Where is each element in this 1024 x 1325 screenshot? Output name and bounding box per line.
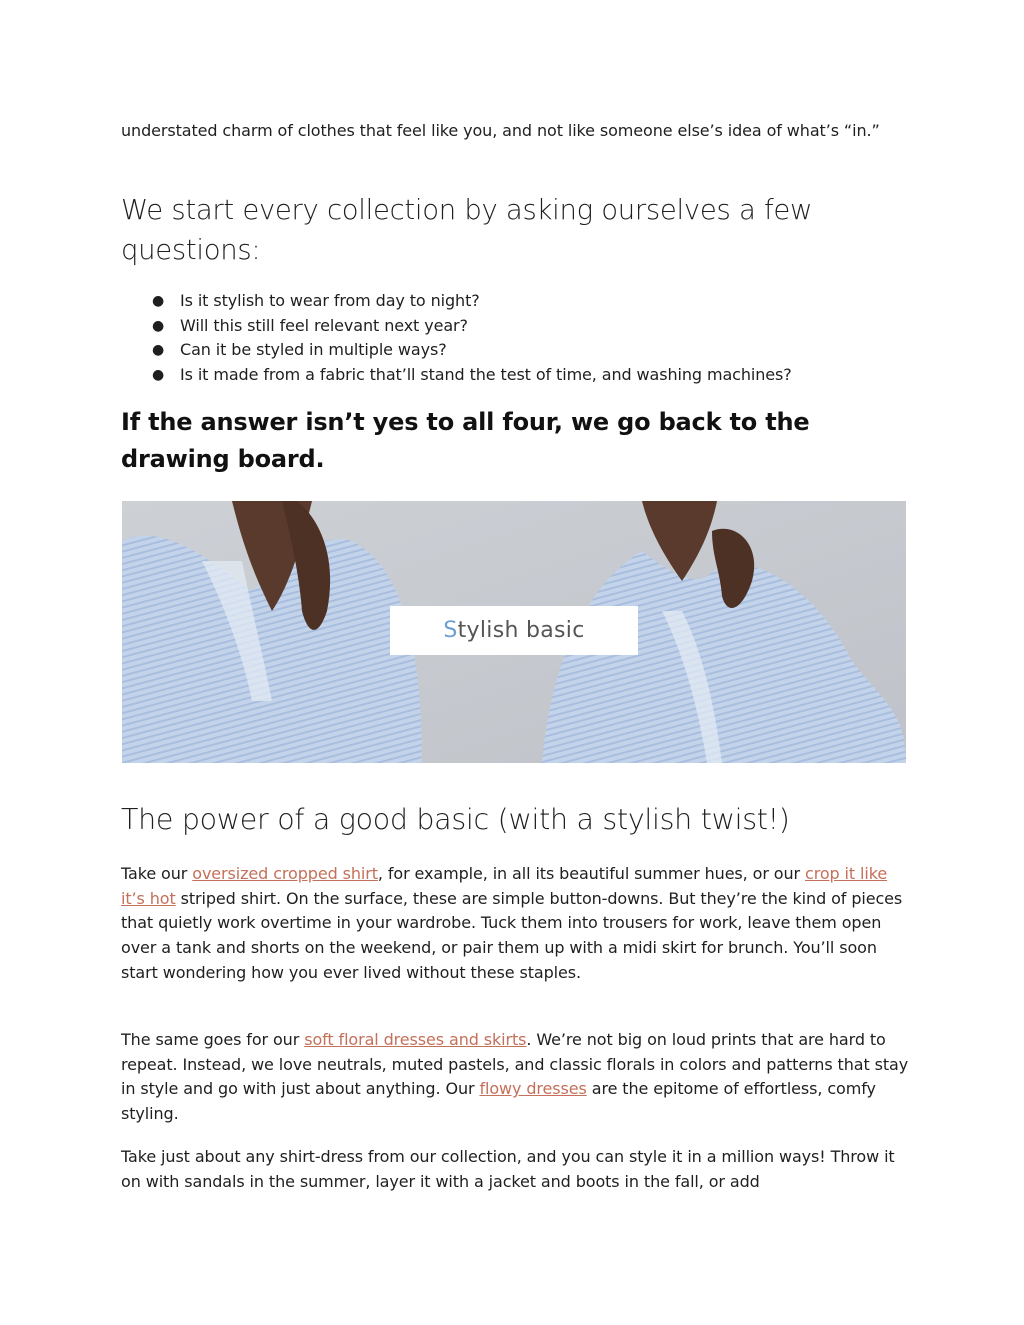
bullet-icon: ● — [152, 317, 165, 334]
text-run: . We’re not big on loud prints that are hard to repeat. Instead, we love neutrals, muted pastels, and classic florals in colors and patterns that stay in style and go with just about anything. Our — [121, 1030, 909, 1099]
bullet-icon: ● — [152, 342, 165, 359]
intro-paragraph: understated charm of clothes that feel like you, and not like someone else’s idea of what’s “in.” — [121, 121, 880, 140]
text-run: Take our — [121, 864, 193, 883]
oversized-cropped-shirt-link[interactable]: oversized cropped shirt — [192, 864, 378, 883]
list-item-text: Will this still feel relevant next year? — [180, 315, 468, 335]
banner-label-first-letter: S — [443, 618, 458, 643]
flowy-dresses-link[interactable]: flowy dresses — [479, 1079, 587, 1099]
banner-image — [122, 501, 906, 763]
list-item-text: Is it made from a fabric that’ll stand the test of time, and washing machines? — [180, 365, 792, 385]
list-item-text: Is it stylish to wear from day to night? — [180, 291, 480, 310]
text-run: , for example, in all its beautiful summer hues, or our — [377, 864, 805, 883]
banner-label — [390, 606, 638, 655]
answer-heading: If the answer isn’t yes to all four, we go back to the drawing board. — [121, 408, 810, 473]
list-item — [121, 289, 911, 314]
questions-heading: We start every collection by asking ourselves a few questions: — [121, 194, 813, 266]
list-item — [121, 338, 911, 363]
bullet-icon: ● — [152, 367, 165, 384]
banner-label-rest: tylish basic — [457, 618, 585, 643]
questions-list — [121, 289, 911, 388]
section-heading: The power of a good basic (with a stylish twist!) — [121, 803, 790, 836]
crop-it-like-its-hot-link[interactable]: crop it like it’s hot — [121, 864, 888, 908]
soft-floral-dresses-link[interactable]: soft floral dresses and skirts — [304, 1030, 527, 1049]
text-run: are the epitome of effortless, comfy styling. — [121, 1079, 876, 1124]
text-run: striped shirt. On the surface, these are simple button-downs. But they’re the kind of pieces that quietly work overtime in your wardrobe. Tuck them into trousers for work, leave them open over a tank and shorts on the weekend, or pair them up with a midi skirt for brunch. You’ll soon start wondering how you ever lived without these staples. — [121, 888, 903, 982]
list-item — [121, 314, 911, 339]
text-run: The same goes for our — [121, 1030, 305, 1049]
bullet-icon: ● — [152, 293, 165, 309]
paragraph-shirt-dress: Take just about any shirt-dress from our collection, and you can style it in a million ways! Throw it on with sandals in the summer, layer it with a jacket and boots in the fall, or add — [121, 1147, 895, 1191]
list-item-text: Can it be styled in multiple ways? — [180, 340, 447, 360]
paragraph-shirts — [121, 862, 911, 986]
paragraph-florals — [121, 1028, 911, 1127]
list-item — [121, 363, 911, 388]
